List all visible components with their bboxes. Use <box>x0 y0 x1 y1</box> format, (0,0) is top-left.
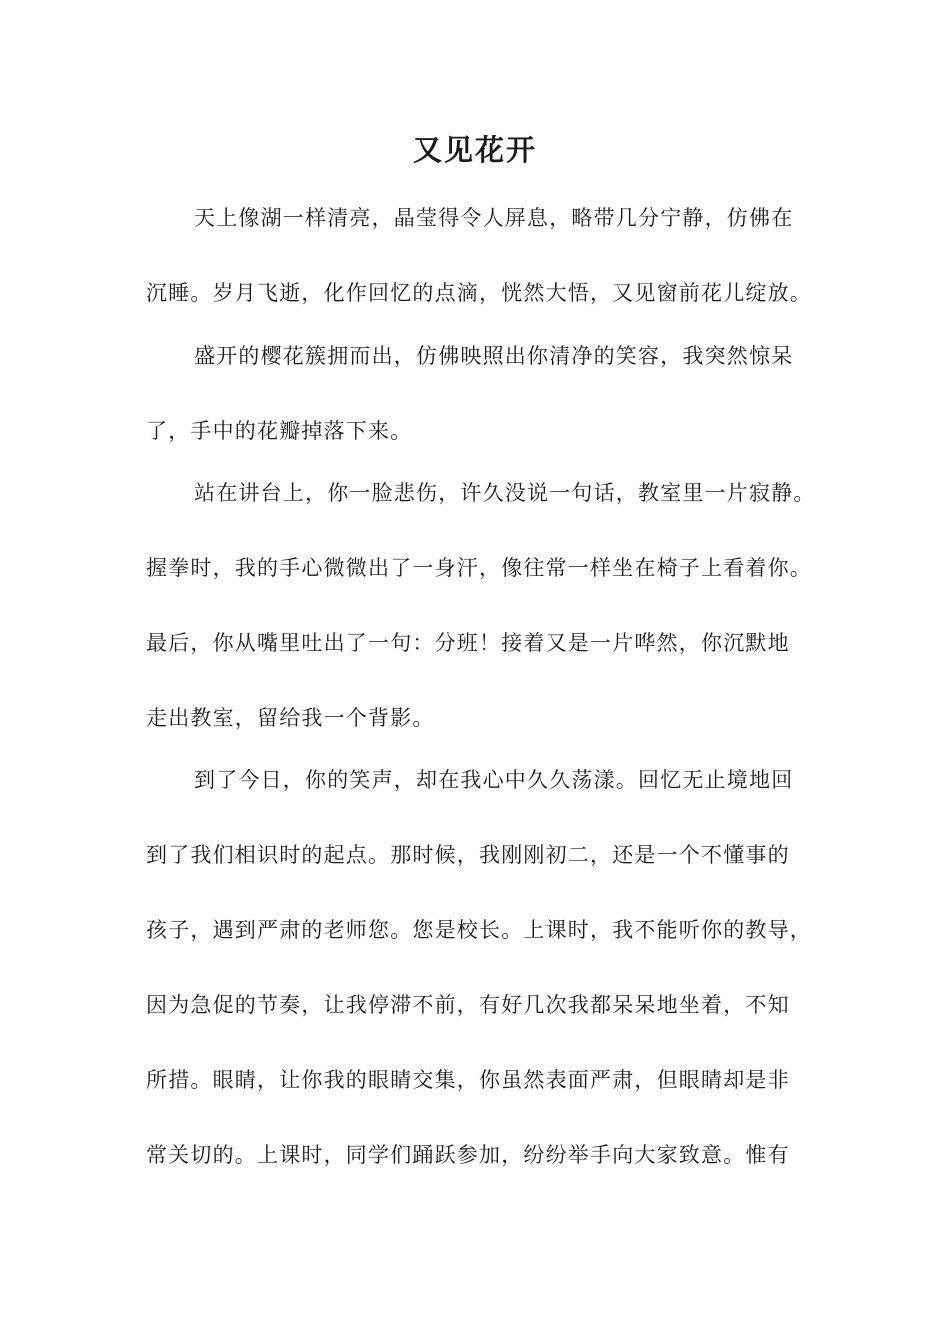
text-line: 孩子，遇到严肃的老师您。您是校长。上课时，我不能听你的教导， <box>146 918 812 942</box>
text-line: 天上像湖一样清亮，晶莹得令人屏息，略带几分宁静，仿佛在 <box>194 206 794 230</box>
text-line: 到了今日，你的笑声，却在我心中久久荡漾。回忆无止境地回 <box>194 768 794 792</box>
text-line: 了，手中的花瓣掉落下来。 <box>146 419 413 443</box>
text-line: 走出教室，留给我一个背影。 <box>146 706 435 730</box>
text-line: 因为急促的节奏，让我停滞不前，有好几次我都呆呆地坐着，不知 <box>146 993 790 1017</box>
text-line: 最后，你从嘴里吐出了一句：分班！接着又是一片哗然，你沉默地 <box>146 631 790 655</box>
document-title: 又见花开 <box>412 133 537 167</box>
text-line: 沉睡。岁月飞逝，化作回忆的点滴，恍然大悟，又见窗前花儿绽放。 <box>146 281 812 305</box>
text-line: 握拳时，我的手心微微出了一身汗，像往常一样坐在椅子上看着你。 <box>146 556 812 580</box>
text-line: 所措。眼睛，让你我的眼睛交集，你虽然表面严肃，但眼睛却是非 <box>146 1068 790 1092</box>
text-line: 盛开的樱花簇拥而出，仿佛映照出你清净的笑容，我突然惊呆 <box>194 344 794 368</box>
text-line: 站在讲台上，你一脸悲伤，许久没说一句话，教室里一片寂静。 <box>194 481 816 505</box>
text-line: 到了我们相识时的起点。那时候，我刚刚初二，还是一个不懂事的 <box>146 843 790 867</box>
text-line: 常关切的。上课时，同学们踊跃参加，纷纷举手向大家致意。惟有 <box>146 1143 790 1167</box>
